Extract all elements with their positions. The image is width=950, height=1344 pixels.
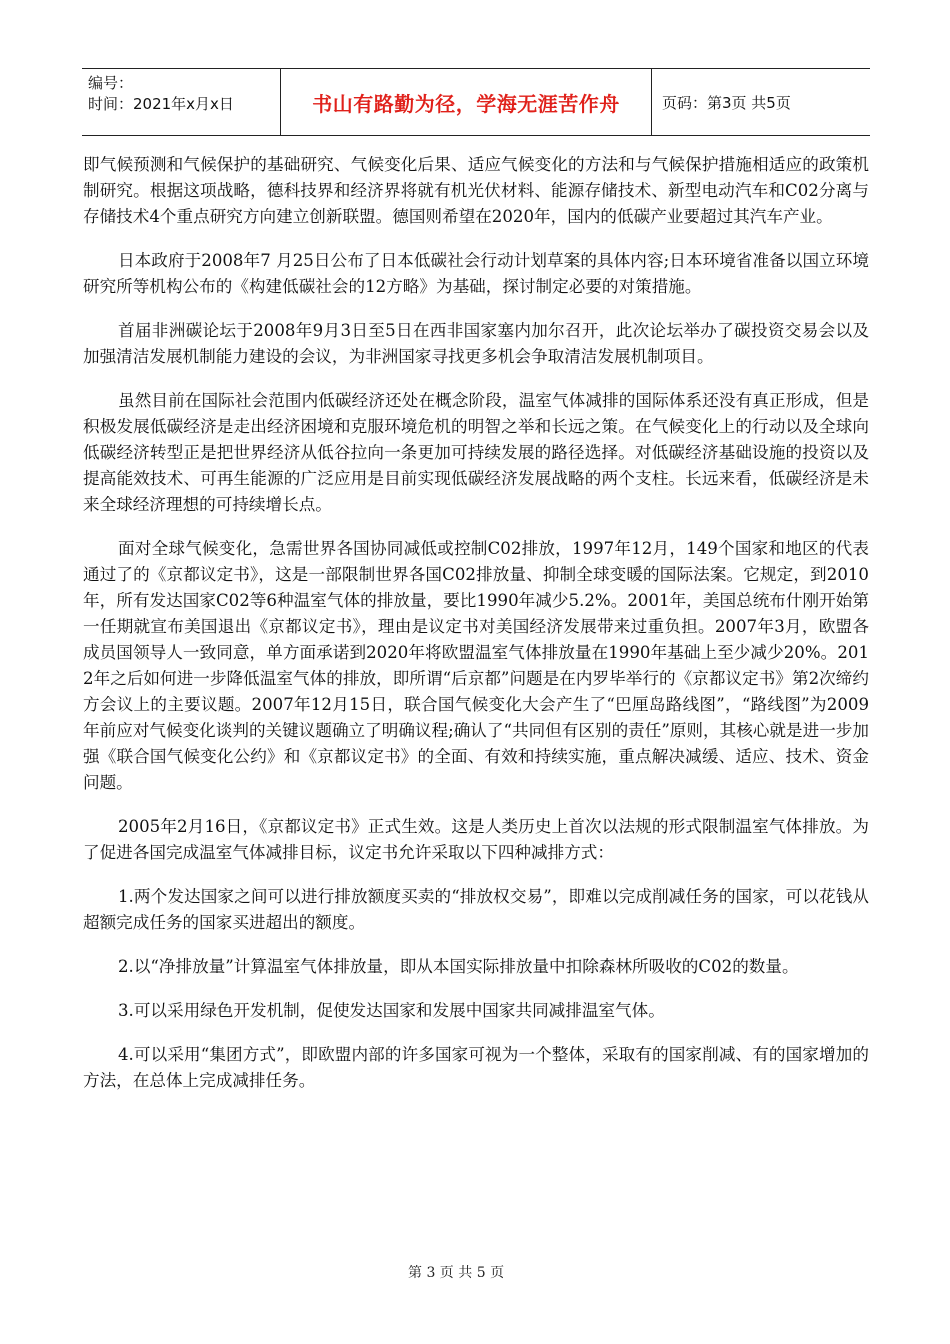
document-number-label: 编号： — [88, 74, 134, 92]
page-header — [82, 68, 870, 136]
paragraph: 首届非洲碳论坛于2008年9月3日至5日在西非国家塞内加尔召开，此次论坛举办了碳投资交易会以及加强清洁发展机制能力建设的会议，为非洲国家寻找更多机会争取清洁发展机制项目。 — [83, 321, 869, 366]
list-item: 1.两个发达国家之间可以进行排放额度买卖的“排放权交易”，即难以完成削减任务的国家，可以花钱从超额完成任务的国家买进超出的额度。 — [83, 887, 869, 932]
paragraph: 面对全球气候变化，急需世界各国协同减低或控制C02排放，1997年12月，149个国家和地区的代表通过了的《京都议定书》，这是一部限制世界各国C02排放量、抑制全球变暖的国际法案。它规定，到2010年，所有发达国家C02等6种温室气体的排放量，要比1990年减少5.2%。2001年，美国总统布什刚开始第一任期就宣布美国退出《京都议定书》，理由是议定书对美国经济发展带来过重负担。2007年3月，欧盟各成员国领导人一致同意，单方面承诺到2020年将欧盟温室气体排放量在1990年基础上至少减少20%。2012年之后如何进一步降低温室气体的排放，即所谓“后京都”问题是在内罗毕举行的《京都议定书》第2次缔约方会议上的主要议题。2007年12月15日，联合国气候变化大会产生了“巴厘岛路线图”，“路线图”为2009年前应对气候变化谈判的关键议题确立了明确议程;确认了“共同但有区别的责任”原则，其核心就是进一步加强《联合国气候变化公约》和《京都议定书》的全面、有效和持续实施，重点解决减缓、适应、技术、资金问题。 — [83, 539, 869, 792]
list-item: 3.可以采用绿色开发机制，促使发达国家和发展中国家共同减排温室气体。 — [118, 1001, 665, 1020]
header-page-info: 页码：第3页 共5页 — [662, 93, 791, 112]
header-meta — [82, 69, 280, 135]
page-footer: 第 3 页 共 5 页 — [408, 1265, 505, 1281]
paragraph: 即气候预测和气候保护的基础研究、气候变化后果、适应气候变化的方法和与气候保护措施相适应的政策机制研究。根据这项战略，德科技界和经济界将就有机光伏材料、能源存储技术、新型电动汽车和C02分离与存储技术4个重点研究方向建立创新联盟。德国则希望在2020年，国内的低碳产业要超过其汽车产业。 — [83, 155, 869, 226]
document-date: 时间：2021年x月x日 — [88, 95, 234, 113]
list-item: 2.以“净排放量”计算温室气体排放量，即从本国实际排放量中扣除森林所吸收的C02的数量。 — [118, 957, 799, 976]
paragraph: 日本政府于2008年7 月25日公布了日本低碳社会行动计划草案的具体内容;日本环境省准备以国立环境研究所等机构公布的《构建低碳社会的12方略》为基础，探讨制定必要的对策措施。 — [83, 251, 869, 296]
paragraph: 2005年2月16日，《京都议定书》正式生效。这是人类历史上首次以法规的形式限制温室气体排放。为了促进各国完成温室气体减排目标，议定书允许采取以下四种减排方式： — [83, 817, 869, 862]
document-body — [83, 152, 869, 1112]
list-item: 4.可以采用“集团方式”，即欧盟内部的许多国家可视为一个整体，采取有的国家削减、有的国家增加的方法，在总体上完成减排任务。 — [83, 1045, 869, 1090]
header-motto: 书山有路勤为径，学海无涯苦作舟 — [280, 69, 652, 135]
paragraph: 虽然目前在国际社会范围内低碳经济还处在概念阶段，温室气体减排的国际体系还没有真正形成，但是积极发展低碳经济是走出经济困境和克服环境危机的明智之举和长远之策。在气候变化上的行动以及全球向低碳经济转型正是把世界经济从低谷拉向一条更加可持续发展的路径选择。对低碳经济基础设施的投资以及提高能效技术、可再生能源的广泛应用是目前实现低碳经济发展战略的两个支柱。长远来看，低碳经济是未来全球经济理想的可持续增长点。 — [83, 391, 869, 514]
